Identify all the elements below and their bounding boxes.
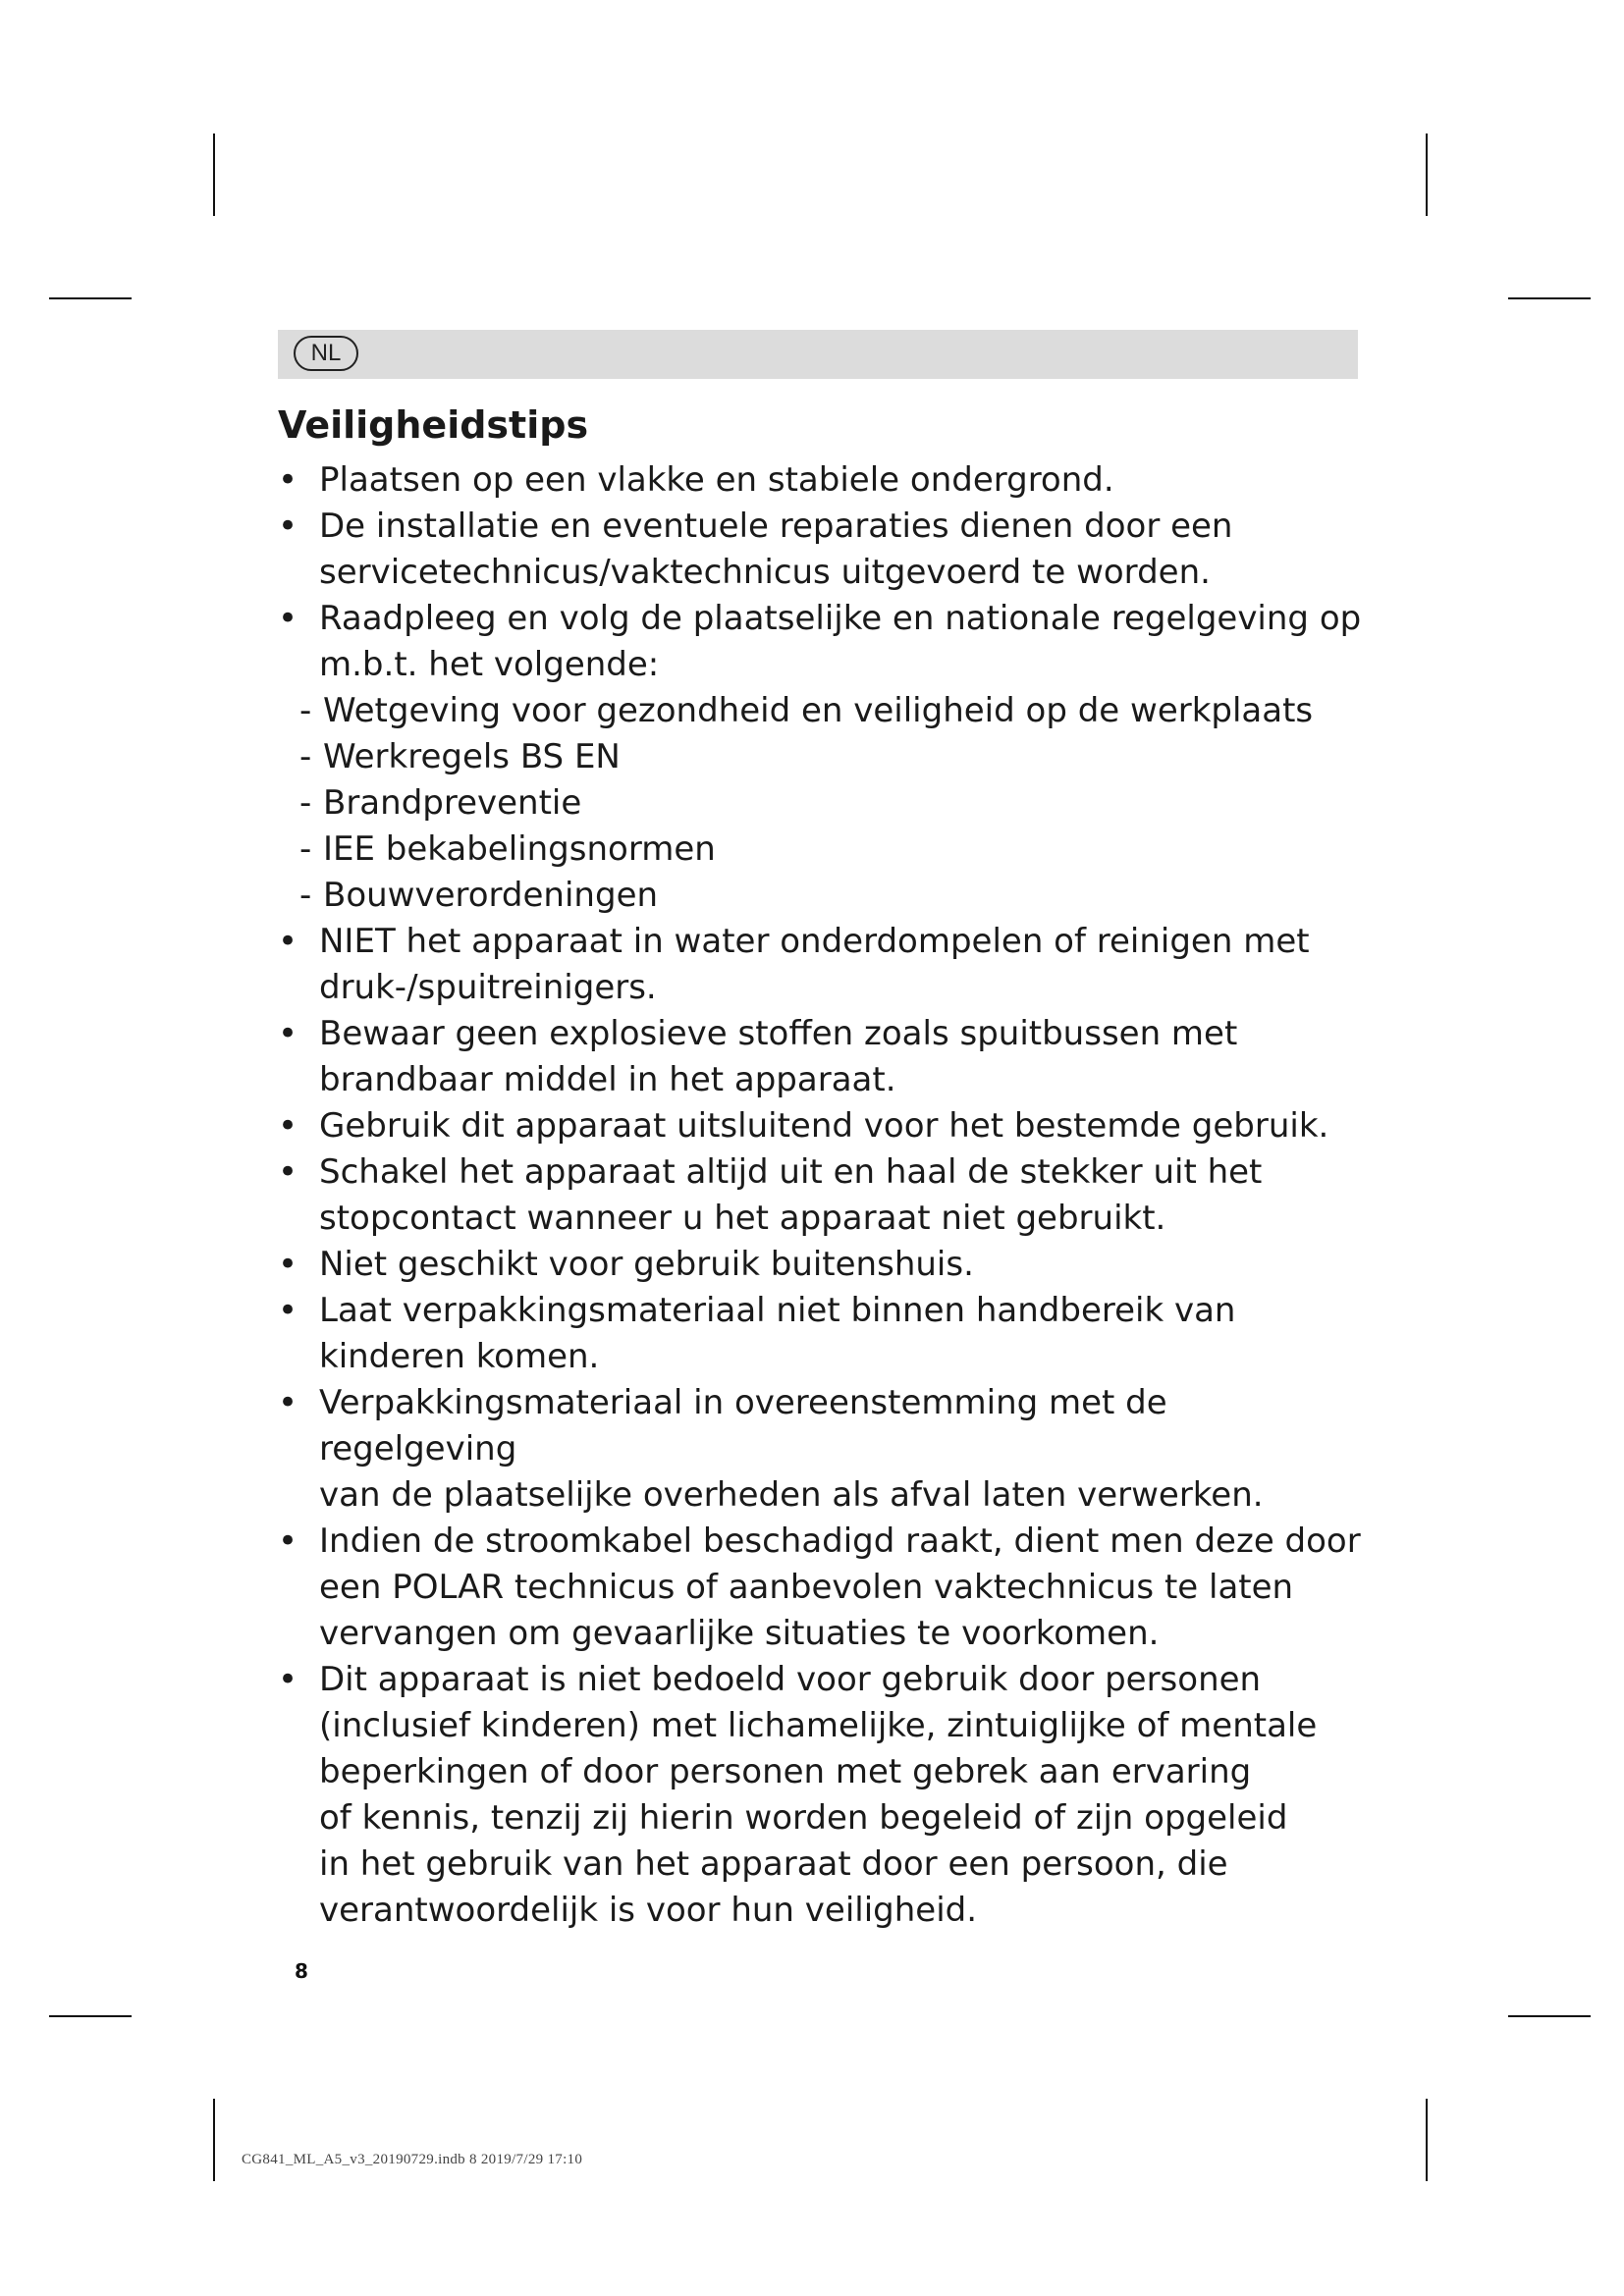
list-item-text: Niet geschikt voor gebruik buitenshuis. <box>319 1245 974 1284</box>
list-item-text: Gebruik dit apparaat uitsluitend voor het bestemde gebruik. <box>319 1106 1329 1146</box>
list-item-text: NIET het apparaat in water onderdompelen of reinigen met druk-/spuitreinigers. <box>319 922 1310 1007</box>
list-item-text: Laat verpakkingsmateriaal niet binnen handbereik van kinderen komen. <box>319 1291 1236 1376</box>
bullet-icon: • <box>278 1291 298 1330</box>
list-item <box>278 1103 1368 1149</box>
list-item <box>278 1380 1368 1519</box>
bullet-icon: • <box>278 1014 298 1053</box>
sub-item-list <box>278 688 1368 919</box>
list-item <box>278 457 1368 504</box>
list-item <box>278 1242 1368 1288</box>
dash-icon: - <box>299 783 312 823</box>
crop-mark-top-left <box>213 133 215 216</box>
sub-item-text: Brandpreventie <box>323 783 582 823</box>
bullet-icon: • <box>278 1522 298 1561</box>
bullet-list <box>278 457 1368 688</box>
list-item <box>278 504 1368 596</box>
list-item <box>278 596 1368 688</box>
bullet-icon: • <box>278 1660 298 1699</box>
list-item-text: Dit apparaat is niet bedoeld voor gebruik door personen (inclusief kinderen) met lichamelijke, zintuiglijke of mentale beperkingen of door personen met gebrek aan ervaring of kennis, tenzij zij hierin worden begeleid of zijn opgeleid in het gebruik van het apparaat door een persoon, die verantwoordelijk is voor hun veiligheid. <box>319 1660 1318 1930</box>
sub-item <box>299 827 1368 873</box>
sub-item <box>299 734 1368 780</box>
list-item <box>278 1657 1368 1934</box>
sub-item <box>299 688 1368 734</box>
list-item-text: Schakel het apparaat altijd uit en haal de stekker uit het stopcontact wanneer u het apparaat niet gebruikt. <box>319 1152 1263 1238</box>
list-item <box>278 1519 1368 1657</box>
language-badge: NL <box>294 336 358 371</box>
dash-icon: - <box>299 829 312 869</box>
crop-mark-left-lower <box>49 2015 132 2017</box>
list-item <box>278 1011 1368 1103</box>
dash-icon: - <box>299 876 312 915</box>
sub-item-text: IEE bekabelingsnormen <box>323 829 716 869</box>
list-item-text: Plaatsen op een vlakke en stabiele ondergrond. <box>319 460 1114 500</box>
dash-icon: - <box>299 737 312 776</box>
bullet-icon: • <box>278 1152 298 1192</box>
dash-icon: - <box>299 691 312 730</box>
sub-item <box>299 873 1368 919</box>
list-item-text: Verpakkingsmateriaal in overeenstemming met de regelgeving van de plaatselijke overheden als afval laten verwerken. <box>319 1383 1264 1515</box>
crop-mark-right-upper <box>1508 297 1591 299</box>
list-item-text: De installatie en eventuele reparaties dienen door een servicetechnicus/vaktechnicus uitgevoerd te worden. <box>319 507 1233 592</box>
page-number: 8 <box>295 1959 308 1983</box>
list-item <box>278 1149 1368 1242</box>
list-item-text: Indien de stroomkabel beschadigd raakt, dient men deze door een POLAR technicus of aanbevolen vaktechnicus te laten vervangen om gevaarlijke situaties te voorkomen. <box>319 1522 1361 1653</box>
section-title: Veiligheidstips <box>278 403 589 447</box>
bullet-list <box>278 919 1368 1934</box>
language-header-bar <box>278 330 1358 379</box>
crop-mark-top-right <box>1426 133 1428 216</box>
list-item <box>278 919 1368 1011</box>
list-item <box>278 1288 1368 1380</box>
safety-tips-section <box>278 393 1368 1934</box>
crop-mark-bottom-left <box>213 2099 215 2181</box>
sub-item-text: Werkregels BS EN <box>323 737 621 776</box>
bullet-icon: • <box>278 460 298 500</box>
bullet-icon: • <box>278 1106 298 1146</box>
sub-item-text: Wetgeving voor gezondheid en veiligheid op de werkplaats <box>323 691 1314 730</box>
bullet-icon: • <box>278 507 298 546</box>
bullet-icon: • <box>278 1383 298 1422</box>
print-slug: CG841_ML_A5_v3_20190729.indb 8 2019/7/29 17:10 <box>242 2152 583 2167</box>
bullet-icon: • <box>278 922 298 961</box>
crop-mark-bottom-right <box>1426 2099 1428 2181</box>
crop-mark-right-lower <box>1508 2015 1591 2017</box>
bullet-icon: • <box>278 1245 298 1284</box>
sub-item-text: Bouwverordeningen <box>323 876 659 915</box>
bullet-icon: • <box>278 599 298 638</box>
crop-mark-left-upper <box>49 297 132 299</box>
list-item-text: Bewaar geen explosieve stoffen zoals spuitbussen met brandbaar middel in het apparaat. <box>319 1014 1238 1099</box>
sub-item <box>299 780 1368 827</box>
list-item-text: Raadpleeg en volg de plaatselijke en nationale regelgeving op m.b.t. het volgende: <box>319 599 1362 684</box>
